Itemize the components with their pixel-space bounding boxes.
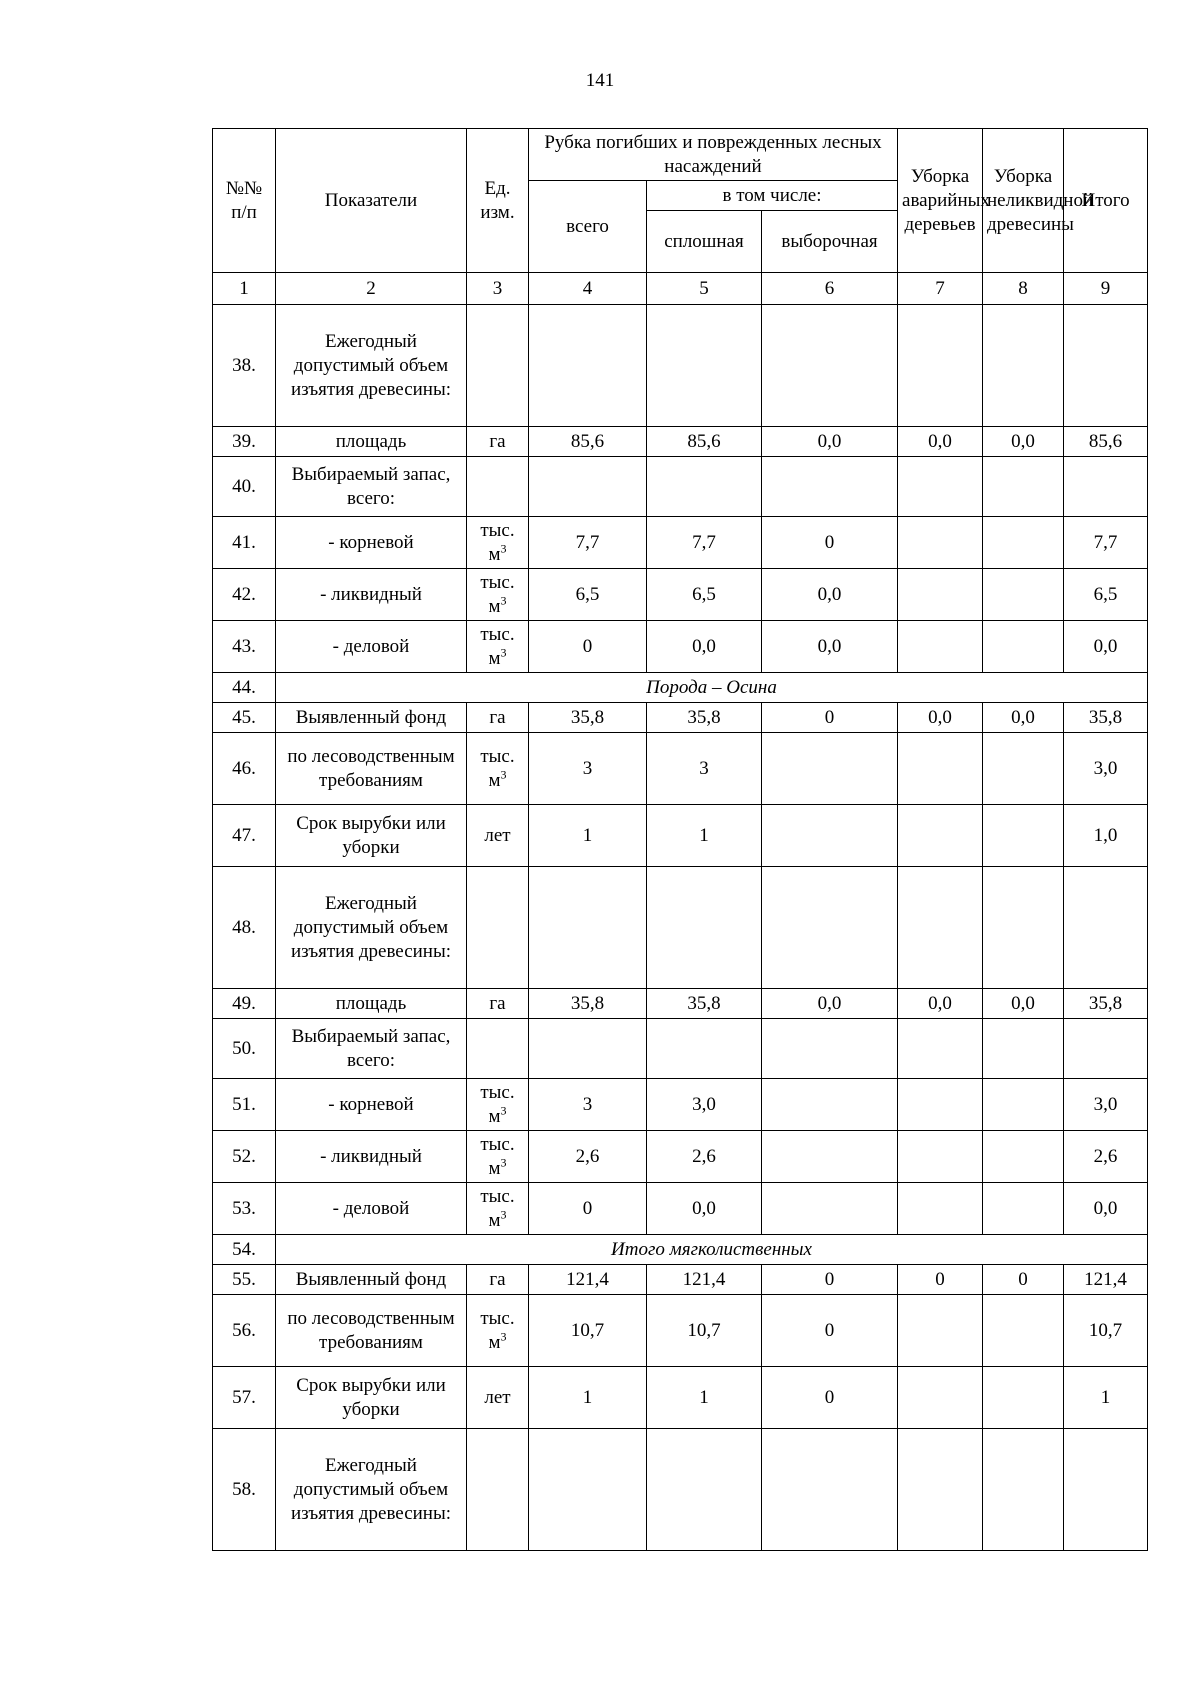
column-number: 8 xyxy=(983,273,1064,305)
value-cell: 3,0 xyxy=(647,1079,762,1131)
table-row xyxy=(213,457,1148,517)
row-number: 49. xyxy=(213,989,276,1019)
value-cell xyxy=(898,1367,983,1429)
indicator-cell: по лесоводственным требованиям xyxy=(276,1295,467,1367)
unit-cell xyxy=(467,457,529,517)
row-number: 46. xyxy=(213,733,276,805)
value-cell: 3 xyxy=(529,733,647,805)
header-illiquid: Уборка неликвидной древесины xyxy=(983,129,1064,273)
indicator-cell: - деловой xyxy=(276,1183,467,1235)
value-cell xyxy=(898,1079,983,1131)
value-cell xyxy=(983,805,1064,867)
row-number: 51. xyxy=(213,1079,276,1131)
value-cell: 7,7 xyxy=(1064,517,1148,569)
value-cell xyxy=(762,867,898,989)
value-cell xyxy=(983,1183,1064,1235)
value-cell xyxy=(983,517,1064,569)
value-cell xyxy=(762,1019,898,1079)
table-row xyxy=(213,805,1148,867)
indicator-cell: - корневой xyxy=(276,1079,467,1131)
value-cell: 2,6 xyxy=(529,1131,647,1183)
value-cell xyxy=(762,1079,898,1131)
value-cell: 0,0 xyxy=(762,427,898,457)
indicator-cell: площадь xyxy=(276,989,467,1019)
unit-cell: га xyxy=(467,989,529,1019)
row-number: 54. xyxy=(213,1235,276,1265)
value-cell xyxy=(1064,1019,1148,1079)
value-cell xyxy=(647,457,762,517)
value-cell: 7,7 xyxy=(647,517,762,569)
value-cell: 0 xyxy=(762,1367,898,1429)
value-cell xyxy=(762,1183,898,1235)
value-cell xyxy=(898,305,983,427)
table-row xyxy=(213,621,1148,673)
section-title: Порода – Осина xyxy=(276,673,1148,703)
value-cell: 0,0 xyxy=(898,427,983,457)
table-row xyxy=(213,733,1148,805)
value-cell: 1,0 xyxy=(1064,805,1148,867)
row-number: 57. xyxy=(213,1367,276,1429)
value-cell: 6,5 xyxy=(529,569,647,621)
value-cell: 0,0 xyxy=(647,621,762,673)
row-number: 43. xyxy=(213,621,276,673)
value-cell xyxy=(898,569,983,621)
value-cell xyxy=(898,1429,983,1551)
value-cell xyxy=(762,733,898,805)
value-cell: 0 xyxy=(762,517,898,569)
value-cell xyxy=(983,621,1064,673)
value-cell: 35,8 xyxy=(529,703,647,733)
value-cell: 1 xyxy=(529,1367,647,1429)
unit-cell: га xyxy=(467,1265,529,1295)
row-number: 42. xyxy=(213,569,276,621)
value-cell: 1 xyxy=(529,805,647,867)
value-cell xyxy=(529,305,647,427)
unit-cell: га xyxy=(467,703,529,733)
table-row xyxy=(213,1019,1148,1079)
value-cell: 0,0 xyxy=(983,703,1064,733)
unit-cell: тыс. $м^3$ xyxy=(467,569,529,621)
value-cell: 85,6 xyxy=(1064,427,1148,457)
unit-cell: лет xyxy=(467,805,529,867)
indicator-cell: Ежегодный допустимый объем изъятия древесины: xyxy=(276,867,467,989)
value-cell: 85,6 xyxy=(647,427,762,457)
header-selective: выборочная xyxy=(762,211,898,273)
row-number: 38. xyxy=(213,305,276,427)
unit-cell xyxy=(467,305,529,427)
column-number: 7 xyxy=(898,273,983,305)
value-cell xyxy=(529,867,647,989)
row-number: 50. xyxy=(213,1019,276,1079)
row-number: 39. xyxy=(213,427,276,457)
unit-cell: лет xyxy=(467,1367,529,1429)
unit-cell: тыс. $м^3$ xyxy=(467,1079,529,1131)
table-row xyxy=(213,517,1148,569)
unit-cell: тыс. $м^3$ xyxy=(467,517,529,569)
value-cell xyxy=(898,733,983,805)
header-clear: сплошная xyxy=(647,211,762,273)
value-cell xyxy=(529,457,647,517)
value-cell xyxy=(898,1183,983,1235)
table-row xyxy=(213,673,1148,703)
row-number: 52. xyxy=(213,1131,276,1183)
value-cell xyxy=(1064,867,1148,989)
table-row xyxy=(213,1295,1148,1367)
row-number: 47. xyxy=(213,805,276,867)
value-cell: 35,8 xyxy=(647,703,762,733)
value-cell: 0 xyxy=(762,703,898,733)
row-number: 55. xyxy=(213,1265,276,1295)
value-cell: 0 xyxy=(762,1295,898,1367)
value-cell: 0 xyxy=(983,1265,1064,1295)
value-cell: 0,0 xyxy=(898,703,983,733)
value-cell: 2,6 xyxy=(647,1131,762,1183)
value-cell: 35,8 xyxy=(647,989,762,1019)
value-cell: 121,4 xyxy=(529,1265,647,1295)
value-cell: 6,5 xyxy=(1064,569,1148,621)
value-cell: 0,0 xyxy=(1064,621,1148,673)
column-number: 2 xyxy=(276,273,467,305)
row-number: 41. xyxy=(213,517,276,569)
table-row xyxy=(213,703,1148,733)
value-cell: 0 xyxy=(529,1183,647,1235)
row-number: 44. xyxy=(213,673,276,703)
indicator-cell: Срок вырубки или уборки xyxy=(276,805,467,867)
value-cell: 10,7 xyxy=(1064,1295,1148,1367)
table-row xyxy=(213,1235,1148,1265)
indicator-cell: Выбираемый запас, всего: xyxy=(276,1019,467,1079)
value-cell: 1 xyxy=(647,805,762,867)
value-cell xyxy=(898,1131,983,1183)
indicator-cell: Выявленный фонд xyxy=(276,703,467,733)
indicator-cell: Выбираемый запас, всего: xyxy=(276,457,467,517)
value-cell xyxy=(898,1295,983,1367)
row-number: 53. xyxy=(213,1183,276,1235)
indicator-cell: Срок вырубки или уборки xyxy=(276,1367,467,1429)
value-cell: 0 xyxy=(762,1265,898,1295)
value-cell xyxy=(983,867,1064,989)
value-cell xyxy=(647,1429,762,1551)
unit-cell: тыс. $м^3$ xyxy=(467,1183,529,1235)
indicator-cell: - ликвидный xyxy=(276,1131,467,1183)
table-row xyxy=(213,867,1148,989)
value-cell xyxy=(898,805,983,867)
indicator-cell: по лесоводственным требованиям xyxy=(276,733,467,805)
header-unit: Ед. изм. xyxy=(467,129,529,273)
value-cell xyxy=(647,1019,762,1079)
column-number: 9 xyxy=(1064,273,1148,305)
indicator-cell: Ежегодный допустимый объем изъятия древесины: xyxy=(276,305,467,427)
indicator-cell: - корневой xyxy=(276,517,467,569)
value-cell xyxy=(983,1295,1064,1367)
value-cell xyxy=(983,1429,1064,1551)
value-cell xyxy=(1064,305,1148,427)
table-row xyxy=(213,1131,1148,1183)
column-number: 1 xyxy=(213,273,276,305)
table-row xyxy=(213,1265,1148,1295)
value-cell xyxy=(762,1131,898,1183)
row-number: 58. xyxy=(213,1429,276,1551)
value-cell: 0,0 xyxy=(898,989,983,1019)
value-cell xyxy=(762,457,898,517)
section-title: Итого мягколиственных xyxy=(276,1235,1148,1265)
value-cell xyxy=(529,1019,647,1079)
value-cell xyxy=(983,1019,1064,1079)
forestry-table xyxy=(212,128,1148,1551)
value-cell: 121,4 xyxy=(1064,1265,1148,1295)
column-number: 6 xyxy=(762,273,898,305)
table-row xyxy=(213,1079,1148,1131)
unit-cell xyxy=(467,1429,529,1551)
value-cell xyxy=(983,457,1064,517)
value-cell: 3,0 xyxy=(1064,733,1148,805)
unit-cell xyxy=(467,867,529,989)
value-cell: 85,6 xyxy=(529,427,647,457)
unit-cell: тыс. $м^3$ xyxy=(467,621,529,673)
value-cell xyxy=(1064,457,1148,517)
unit-cell: га xyxy=(467,427,529,457)
value-cell: 1 xyxy=(1064,1367,1148,1429)
value-cell xyxy=(898,621,983,673)
header-including: в том числе: xyxy=(647,181,898,211)
table-row xyxy=(213,569,1148,621)
row-number: 40. xyxy=(213,457,276,517)
unit-cell: тыс. $м^3$ xyxy=(467,733,529,805)
value-cell xyxy=(898,517,983,569)
value-cell xyxy=(898,1019,983,1079)
column-number: 3 xyxy=(467,273,529,305)
header-total: всего xyxy=(529,181,647,273)
header-itogo: Итого xyxy=(1064,129,1148,273)
value-cell: 6,5 xyxy=(647,569,762,621)
indicator-cell: Выявленный фонд xyxy=(276,1265,467,1295)
header-emergency: Уборка аварийных деревьев xyxy=(898,129,983,273)
value-cell xyxy=(529,1429,647,1551)
value-cell: 7,7 xyxy=(529,517,647,569)
value-cell: 35,8 xyxy=(1064,703,1148,733)
indicator-cell: Ежегодный допустимый объем изъятия древесины: xyxy=(276,1429,467,1551)
value-cell: 2,6 xyxy=(1064,1131,1148,1183)
indicator-cell: - деловой xyxy=(276,621,467,673)
unit-cell: тыс. $м^3$ xyxy=(467,1295,529,1367)
value-cell xyxy=(762,305,898,427)
value-cell xyxy=(983,733,1064,805)
value-cell: 10,7 xyxy=(647,1295,762,1367)
value-cell xyxy=(762,1429,898,1551)
value-cell: 0,0 xyxy=(983,427,1064,457)
header-felling-group: Рубка погибших и поврежденных лесных насаждений xyxy=(529,129,898,181)
table-row xyxy=(213,427,1148,457)
unit-cell: тыс. $м^3$ xyxy=(467,1131,529,1183)
value-cell: 35,8 xyxy=(529,989,647,1019)
value-cell xyxy=(898,457,983,517)
value-cell: 0,0 xyxy=(762,569,898,621)
table-row xyxy=(213,305,1148,427)
value-cell xyxy=(983,305,1064,427)
indicator-cell: - ликвидный xyxy=(276,569,467,621)
value-cell: 3 xyxy=(529,1079,647,1131)
value-cell: 0 xyxy=(529,621,647,673)
value-cell xyxy=(1064,1429,1148,1551)
value-cell: 0,0 xyxy=(762,989,898,1019)
row-number: 45. xyxy=(213,703,276,733)
header-indicator: Показатели xyxy=(276,129,467,273)
page-number: 141 xyxy=(585,70,615,91)
value-cell xyxy=(983,1367,1064,1429)
unit-cell xyxy=(467,1019,529,1079)
value-cell xyxy=(983,569,1064,621)
indicator-cell: площадь xyxy=(276,427,467,457)
table-row xyxy=(213,1367,1148,1429)
value-cell: 0 xyxy=(898,1265,983,1295)
value-cell xyxy=(983,1079,1064,1131)
value-cell xyxy=(762,805,898,867)
table-row xyxy=(213,989,1148,1019)
value-cell xyxy=(647,867,762,989)
value-cell: 1 xyxy=(647,1367,762,1429)
column-number-row xyxy=(213,273,1148,305)
header-num: №№ п/п xyxy=(213,129,276,273)
value-cell: 3,0 xyxy=(1064,1079,1148,1131)
value-cell: 3 xyxy=(647,733,762,805)
value-cell: 0,0 xyxy=(983,989,1064,1019)
row-number: 48. xyxy=(213,867,276,989)
row-number: 56. xyxy=(213,1295,276,1367)
value-cell: 0,0 xyxy=(762,621,898,673)
table-row xyxy=(213,1429,1148,1551)
value-cell xyxy=(983,1131,1064,1183)
column-number: 4 xyxy=(529,273,647,305)
value-cell: 0,0 xyxy=(647,1183,762,1235)
value-cell xyxy=(898,867,983,989)
value-cell: 0,0 xyxy=(1064,1183,1148,1235)
value-cell: 121,4 xyxy=(647,1265,762,1295)
column-number: 5 xyxy=(647,273,762,305)
value-cell: 10,7 xyxy=(529,1295,647,1367)
table-row xyxy=(213,1183,1148,1235)
value-cell xyxy=(647,305,762,427)
value-cell: 35,8 xyxy=(1064,989,1148,1019)
